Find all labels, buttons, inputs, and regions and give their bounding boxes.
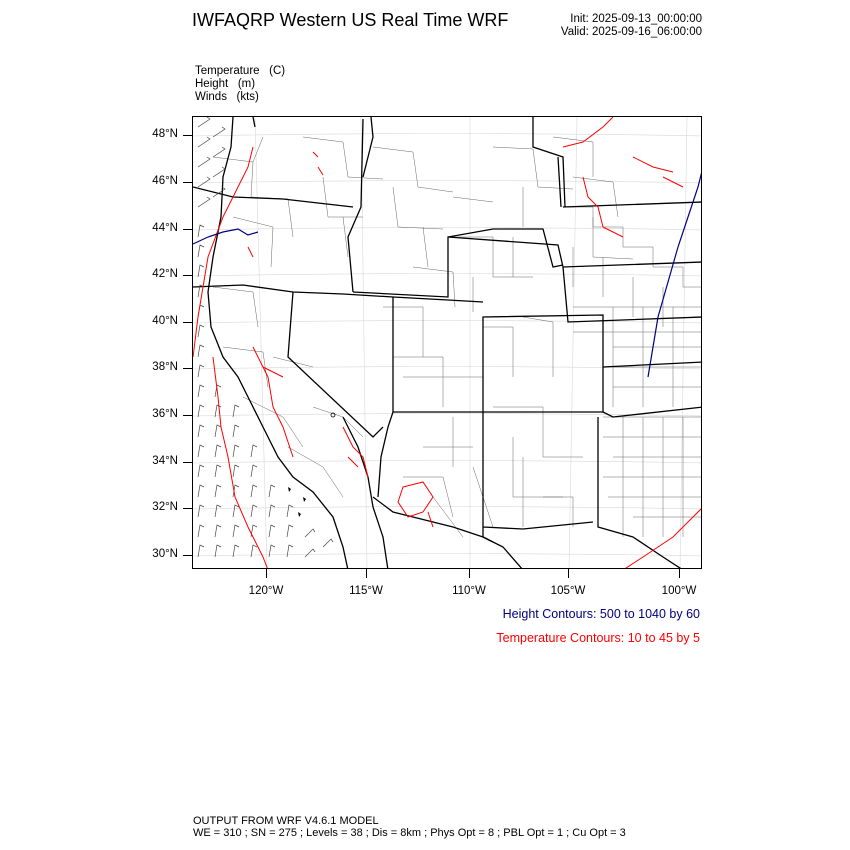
state-lines bbox=[193, 117, 702, 569]
lat-tick bbox=[183, 275, 192, 276]
state-border-ut-az bbox=[378, 297, 393, 497]
map-panel[interactable] bbox=[192, 116, 702, 569]
footer-line2: WE = 310 ; SN = 275 ; Levels = 38 ; Dis = 8km ; Phys Opt = 8 ; PBL Opt = 1 ; Cu Opt = 3 bbox=[193, 827, 626, 839]
plot-title: IWFAQRP Western US Real Time WRF bbox=[192, 10, 509, 30]
lon-label-110: 110°W bbox=[452, 585, 486, 597]
lat-label-48: 48°N bbox=[152, 128, 178, 140]
state-border-tx bbox=[598, 417, 683, 569]
gridline bbox=[193, 228, 702, 231]
lat-tick bbox=[183, 508, 192, 509]
lat-tick bbox=[183, 462, 192, 463]
gridline bbox=[193, 321, 702, 324]
lon-tick bbox=[679, 569, 680, 578]
lon-label-115: 115°W bbox=[349, 585, 383, 597]
lon-tick bbox=[469, 569, 470, 578]
wind-barbs-col2 bbox=[215, 385, 239, 557]
state-border-ut-wy bbox=[353, 229, 563, 297]
lat-label-36: 36°N bbox=[152, 408, 178, 420]
island-markers bbox=[288, 487, 306, 517]
field-list bbox=[195, 65, 285, 104]
lon-label-100: 100°W bbox=[661, 585, 697, 597]
time-info bbox=[561, 13, 702, 39]
height-contour-plains bbox=[648, 167, 702, 377]
city-markers bbox=[288, 413, 335, 517]
wind-barbs-col1 bbox=[198, 225, 204, 557]
lat-tick bbox=[183, 182, 192, 183]
county-path-southwest bbox=[403, 457, 573, 537]
lat-tick bbox=[183, 322, 192, 323]
gridline bbox=[193, 507, 702, 510]
gridline bbox=[193, 461, 702, 464]
state-border-wa-or bbox=[193, 187, 353, 207]
lat-label-44: 44°N bbox=[152, 222, 178, 234]
temp-contour-central-valley bbox=[253, 347, 293, 457]
state-border-nm bbox=[483, 412, 593, 542]
lat-tick bbox=[183, 368, 192, 369]
temp-contour-small bbox=[248, 152, 323, 257]
lat-label-30: 30°N bbox=[152, 548, 178, 560]
temperature-contour-legend: Temperature Contours: 10 to 45 by 5 bbox=[496, 631, 700, 645]
field-height: Height (m) bbox=[195, 78, 256, 90]
lat-label-46: 46°N bbox=[152, 175, 178, 187]
state-border-north bbox=[253, 117, 565, 207]
county-path-north bbox=[453, 137, 633, 312]
county-lines bbox=[213, 137, 702, 537]
state-border-id-west bbox=[348, 119, 363, 292]
pacific-coast bbox=[208, 117, 348, 569]
lat-label-34: 34°N bbox=[152, 455, 178, 467]
gridlines bbox=[193, 117, 702, 569]
gridline bbox=[255, 117, 267, 569]
height-contour-legend: Height Contours: 500 to 1040 by 60 bbox=[502, 607, 700, 621]
temperature-contours bbox=[193, 117, 702, 569]
lat-tick bbox=[183, 415, 192, 416]
lon-tick bbox=[366, 569, 367, 578]
footer-line1: OUTPUT FROM WRF V4.6.1 MODEL bbox=[193, 815, 379, 827]
field-winds: Winds (kts) bbox=[195, 91, 259, 103]
gridline bbox=[193, 181, 702, 184]
state-border-or-ca bbox=[193, 285, 483, 302]
model-footer bbox=[193, 815, 626, 839]
temp-contour-mojave bbox=[343, 427, 368, 477]
lat-tick bbox=[183, 229, 192, 230]
lon-tick bbox=[266, 569, 267, 578]
lat-label-42: 42°N bbox=[152, 268, 178, 280]
lon-label-105: 105°W bbox=[550, 585, 586, 597]
init-time: Init: 2025-09-13_00:00:00 bbox=[570, 13, 702, 25]
map-svg bbox=[193, 117, 702, 569]
lat-label-32: 32°N bbox=[152, 501, 178, 513]
lon-tick bbox=[568, 569, 569, 578]
county-path-northwest bbox=[303, 137, 493, 307]
state-border-plains bbox=[558, 157, 702, 417]
lat-tick bbox=[183, 135, 192, 136]
state-border-co bbox=[393, 315, 603, 412]
gridline bbox=[193, 134, 702, 137]
border-mexico bbox=[373, 497, 523, 569]
lat-label-40: 40°N bbox=[152, 315, 178, 327]
gridline bbox=[680, 117, 687, 569]
temp-contour-offshore bbox=[213, 357, 268, 569]
lat-label-38: 38°N bbox=[152, 361, 178, 373]
field-temperature: Temperature (C) bbox=[195, 65, 286, 77]
height-contour-oregon bbox=[193, 229, 258, 244]
valid-time: Valid: 2025-09-16_06:00:00 bbox=[560, 26, 702, 38]
lat-tick bbox=[183, 555, 192, 556]
lon-label-120: 120°W bbox=[248, 585, 284, 597]
